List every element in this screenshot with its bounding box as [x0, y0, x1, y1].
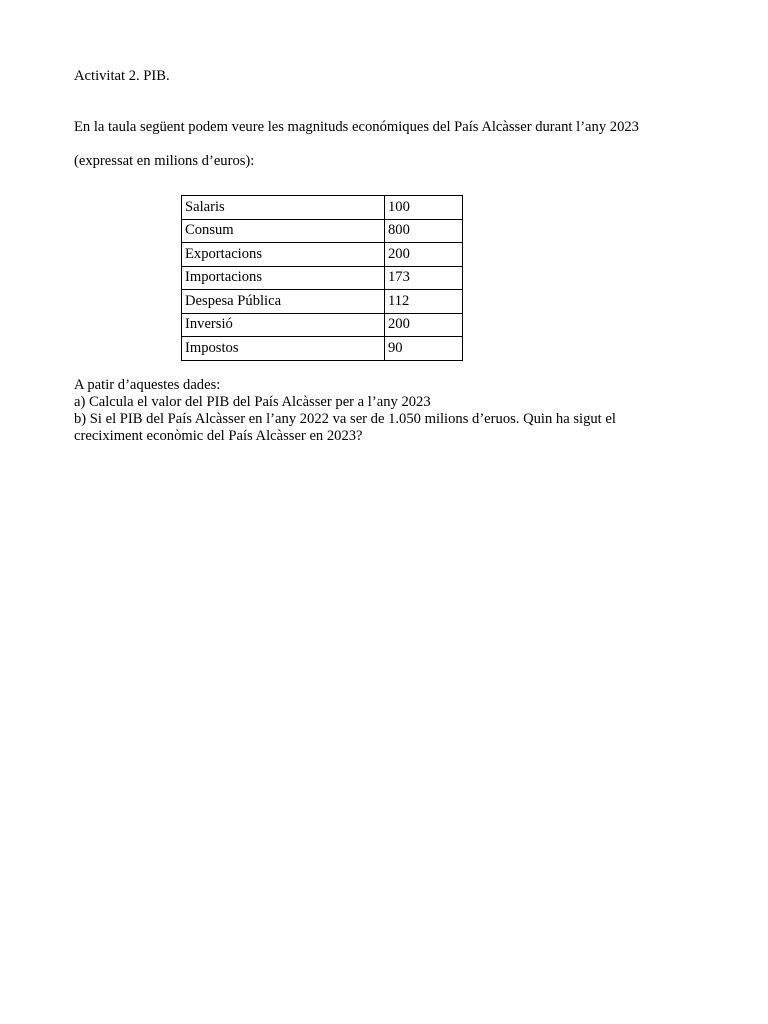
- question-b-line-2: creciximent econòmic del País Alcàsser en 2023?: [74, 427, 363, 444]
- table-row: [182, 313, 463, 337]
- table-cell-value: 173: [385, 266, 463, 290]
- table-cell-value: 200: [385, 313, 463, 337]
- document-page: [74, 68, 694, 445]
- question-a: a) Calcula el valor del PIB del País Alcàsser per a l’any 2023: [74, 393, 431, 410]
- table-cell-label: Consum: [182, 219, 385, 243]
- table-cell-value: 200: [385, 243, 463, 267]
- table-cell-label: Importacions: [182, 266, 385, 290]
- table-row: [182, 290, 463, 314]
- table-cell-label: Impostos: [182, 337, 385, 361]
- question-b-line-1: b) Si el PIB del País Alcàsser en l’any 2022 va ser de 1.050 milions d’eruos. Quin ha sigut el: [74, 410, 616, 427]
- intro-line-2: (expressat en milions d’euros):: [74, 153, 255, 169]
- table-row: [182, 196, 463, 220]
- table-cell-label: Exportacions: [182, 243, 385, 267]
- table-cell-label: Despesa Pública: [182, 290, 385, 314]
- questions-lead: A patir d’aquestes dades:: [74, 376, 221, 393]
- table-cell-value: 112: [385, 290, 463, 314]
- questions-block: [74, 377, 694, 445]
- table-cell-value: 800: [385, 219, 463, 243]
- table-row: [182, 219, 463, 243]
- table-cell-label: Inversió: [182, 313, 385, 337]
- table-cell-value: 90: [385, 337, 463, 361]
- intro-line-1: En la taula següent podem veure les magnituds económiques del País Alcàsser durant l’any 2023: [74, 119, 639, 135]
- table-row: [182, 337, 463, 361]
- document-title: Activitat 2. PIB.: [74, 68, 170, 84]
- magnitudes-table: [181, 195, 463, 361]
- table-row: [182, 243, 463, 267]
- table-cell-value: 100: [385, 196, 463, 220]
- table-row: [182, 266, 463, 290]
- table-cell-label: Salaris: [182, 196, 385, 220]
- intro-paragraph: [74, 102, 694, 187]
